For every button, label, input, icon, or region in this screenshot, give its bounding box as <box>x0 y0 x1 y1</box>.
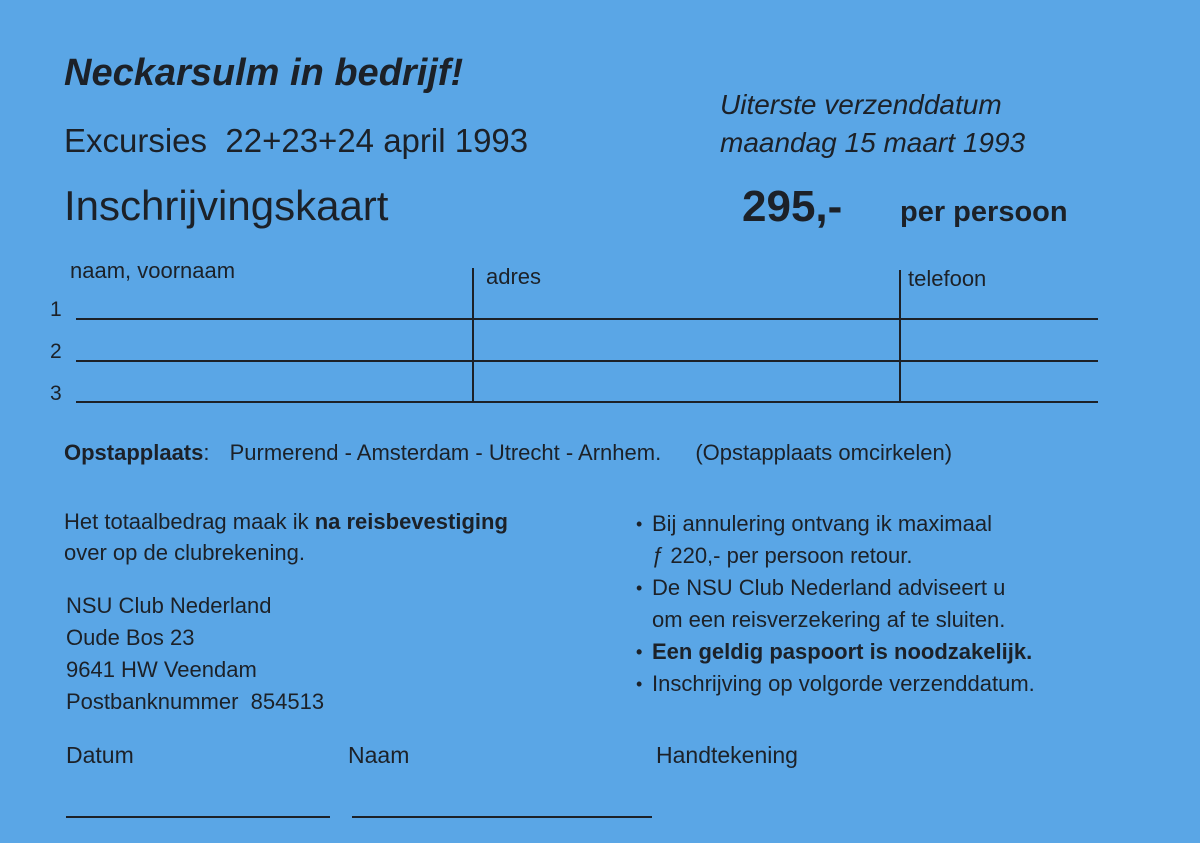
column-divider-2 <box>899 270 901 402</box>
card-title: Neckarsulm in bedrijf! <box>64 52 464 94</box>
column-header-address: adres <box>486 264 542 289</box>
deadline-label: Uiterste verzenddatum <box>720 89 1002 120</box>
excursion-dates: Excursies 22+23+24 april 1993 <box>64 122 529 159</box>
address-line-club: NSU Club Nederland <box>66 593 272 618</box>
row-number-2: 2 <box>50 340 62 363</box>
note-insurance-cont: om een reisverzekering af te sluiten. <box>652 607 1006 632</box>
column-header-name: naam, voornaam <box>70 258 236 283</box>
entry-line-2[interactable] <box>76 360 1098 362</box>
address-line-street: Oude Bos 23 <box>66 625 195 650</box>
price-unit: per persoon <box>900 196 1068 228</box>
note-order: • Inschrijving op volgorde verzenddatum. <box>636 668 1035 700</box>
pickup-colon: : <box>203 440 210 465</box>
price-amount: 295,- <box>742 182 843 231</box>
payment-line1-regular: Het totaalbedrag maak ik <box>64 509 315 534</box>
signature-label: Handtekening <box>656 742 798 768</box>
entry-line-1[interactable] <box>76 318 1098 320</box>
pickup-label: Opstapplaats <box>64 440 204 465</box>
row-number-3: 3 <box>50 382 62 405</box>
date-line[interactable] <box>66 816 330 818</box>
note-cancellation-cont: ƒ 220,- per persoon retour. <box>652 543 913 568</box>
entry-line-3[interactable] <box>76 401 1098 403</box>
deadline-date: maandag 15 maart 1993 <box>720 127 1026 158</box>
pickup-places: Purmerend - Amsterdam - Utrecht - Arnhem. <box>229 440 662 465</box>
date-label: Datum <box>66 742 134 768</box>
column-header-phone: telefoon <box>908 266 987 291</box>
row-number-1: 1 <box>50 298 62 321</box>
payment-line1-bold: na reisbevestiging <box>314 509 508 534</box>
pickup-line <box>64 440 952 466</box>
payment-line2: over op de clubrekening. <box>64 540 305 565</box>
club-address <box>66 590 324 718</box>
notes-list <box>636 508 1035 700</box>
note-insurance: • De NSU Club Nederland adviseert u <box>636 572 1035 604</box>
column-divider-1 <box>472 268 474 402</box>
card-name: Inschrijvingskaart <box>64 182 389 229</box>
address-line-city: 9641 HW Veendam <box>66 657 257 682</box>
note-cancellation: • Bij annulering ontvang ik maximaal <box>636 508 1035 540</box>
pickup-note: (Opstapplaats omcirkelen) <box>695 440 953 465</box>
name-label: Naam <box>348 742 410 768</box>
payment-text <box>64 506 508 568</box>
name-line[interactable] <box>352 816 652 818</box>
note-passport: • Een geldig paspoort is noodzakelijk. <box>636 636 1035 668</box>
deadline-block <box>720 86 1025 162</box>
address-line-bank: Postbanknummer 854513 <box>66 689 325 714</box>
